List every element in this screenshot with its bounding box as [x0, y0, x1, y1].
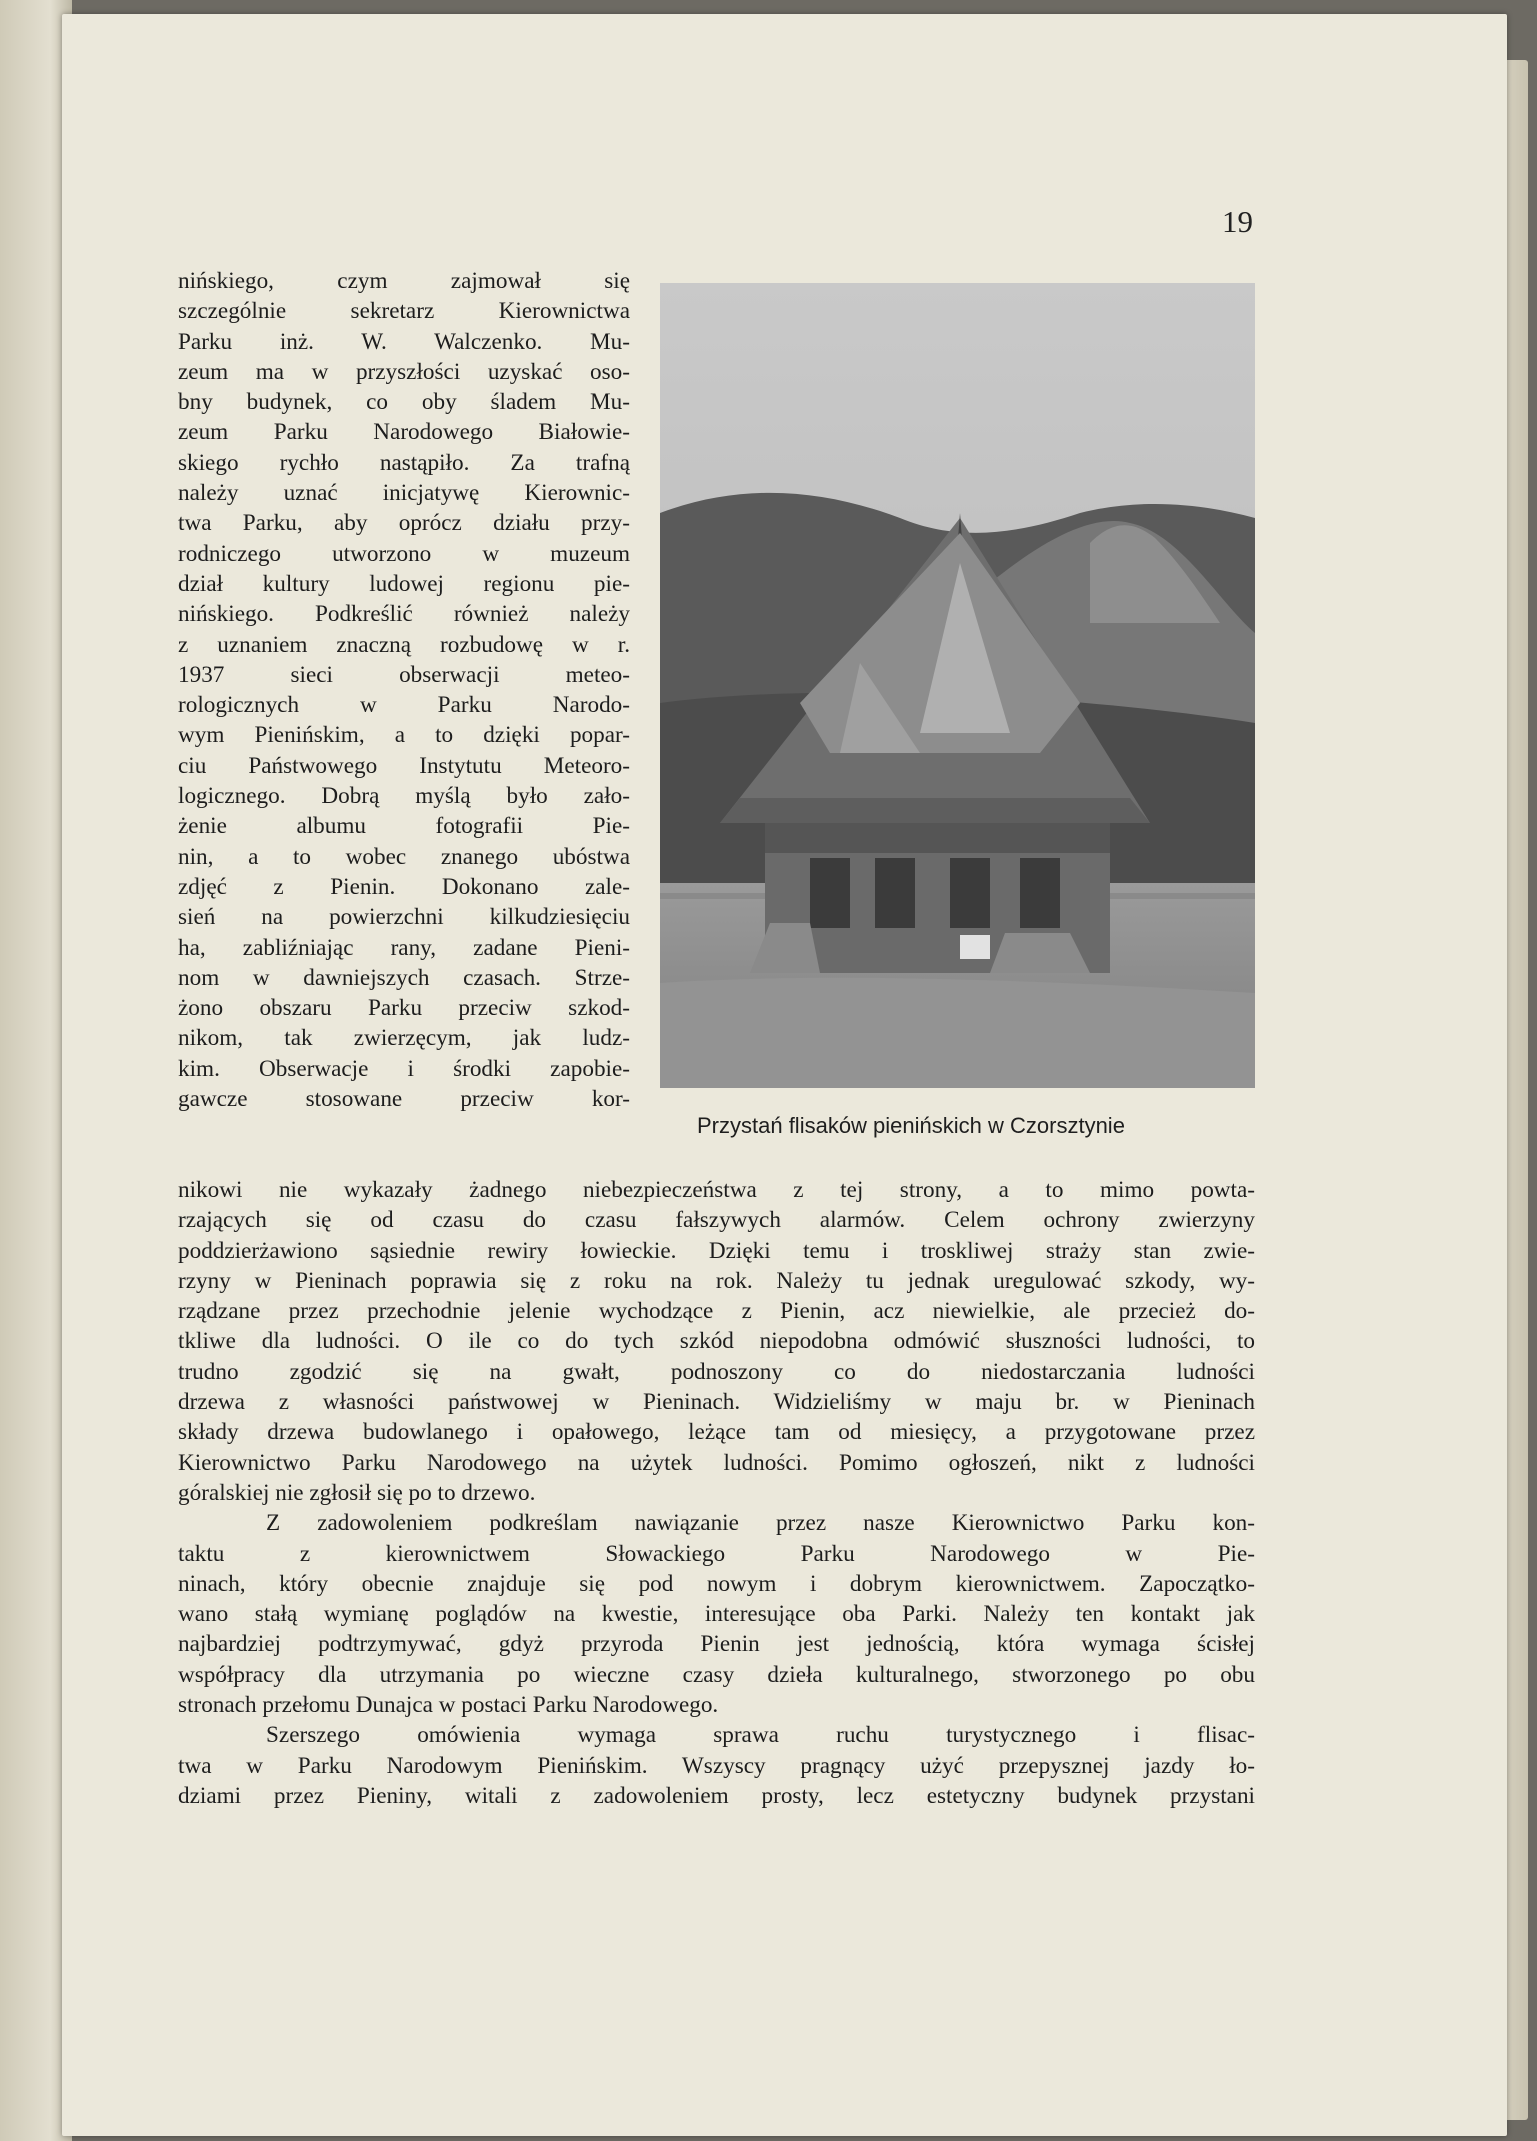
text-line: zeum Parku Narodowego Białowie- [178, 419, 630, 446]
text-line: Z zadowoleniem podkreślam nawiązanie przez nasze Kierownictwo Parku kon- [266, 1510, 1255, 1537]
text-line: trudno zgodzić się na gwałt, podnoszony co do niedostarczania ludności [178, 1358, 1255, 1385]
text-line: zeum ma w przyszłości uzyskać oso- [178, 358, 630, 385]
text-line: nom w dawniejszych czasach. Strze- [178, 964, 630, 991]
text-line: nikowi nie wykazały żadnego niebezpieczeństwa z tej strony, a to mimo powta- [178, 1177, 1255, 1203]
text-line: Szerszego omówienia wymaga sprawa ruchu turystycznego i flisac- [266, 1722, 1255, 1749]
text-line: gawcze stosowane przeciw kor- [178, 1086, 630, 1113]
text-line: wano stałą wymianę poglądów na kwestie, interesujące oba Parki. Należy ten kontakt jak [178, 1601, 1255, 1628]
text-line: stronach przełomu Dunajca w postaci Parku Narodowego. [178, 1692, 719, 1719]
text-line: ninach, który obecnie znajduje się pod nowym i dobrym kierownictwem. Zapoczątko- [178, 1570, 1255, 1597]
text-line: rologicznych w Parku Narodo- [178, 692, 630, 719]
text-line: rządzane przez przechodnie jelenie wychodzące z Pienin, acz niewielkie, ale przecież do- [178, 1298, 1255, 1325]
text-line: żono obszaru Parku przeciw szkod- [178, 995, 630, 1022]
text-line: z uznaniem znaczną rozbudowę w r. [178, 631, 630, 658]
text-line: współpracy dla utrzymania po wieczne czasy dzieła kulturalnego, stworzonego po obu [178, 1661, 1255, 1688]
text-line: dział kultury ludowej regionu pie- [178, 570, 630, 597]
text-line: twa w Parku Narodowym Pienińskim. Wszyscy pragnący użyć przepysznej jazdy ło- [178, 1752, 1255, 1779]
text-line: taktu z kierownictwem Słowackiego Parku Narodowego w Pie- [178, 1540, 1255, 1567]
text-line: dziami przez Pieniny, witali z zadowoleniem prosty, lecz estetyczny budynek przystani [178, 1782, 1255, 1809]
photo-wooden-pavilion [660, 283, 1255, 1088]
text-line: sień na powierzchni kilkudziesięciu [178, 904, 630, 931]
text-line: drzewa z własności państwowej w Pieninach. Widzieliśmy w maju br. w Pieninach [178, 1389, 1255, 1416]
text-line: rzyny w Pieninach poprawia się z roku na rok. Należy tu jednak uregulować szkody, wy- [178, 1267, 1255, 1294]
text-line: bny budynek, co oby śladem Mu- [178, 389, 630, 416]
text-line: nin, a to wobec znanego ubóstwa [178, 843, 630, 870]
text-line: nikom, tak zwierzęcym, jak ludz- [178, 1025, 630, 1052]
full-width-text-column [178, 1175, 1255, 1811]
text-line: twa Parku, aby oprócz działu przy- [178, 510, 630, 537]
text-line: wym Pienińskim, a to dzięki popar- [178, 722, 630, 749]
photo-caption: Przystań flisaków pienińskich w Czorsztynie [697, 1113, 1125, 1138]
text-line: 1937 sieci obserwacji meteo- [178, 661, 630, 688]
text-line: Parku inż. W. Walczenko. Mu- [178, 328, 630, 355]
text-line: rzających się od czasu do czasu fałszywych alarmów. Celem ochrony zwierzyny [178, 1207, 1255, 1234]
pavilion-photo-illustration [660, 283, 1255, 1088]
text-line: tkliwe dla ludności. O ile co do tych szkód niepodobna odmówić słuszności ludności, to [178, 1328, 1255, 1355]
text-line: Kierownictwo Parku Narodowego na użytek ludności. Pomimo ogłoszeń, nikt z ludności [178, 1449, 1255, 1476]
text-line: najbardziej podtrzymywać, gdyż przyroda Pienin jest jednością, która wymaga ścisłej [178, 1631, 1255, 1658]
page-number: 19 [1222, 204, 1253, 239]
text-line: logicznego. Dobrą myślą było zało- [178, 783, 630, 810]
text-line: skiego rychło nastąpiło. Za trafną [178, 449, 630, 476]
text-line: żenie albumu fotografii Pie- [178, 813, 630, 840]
text-line: nińskiego, czym zajmował się [178, 268, 630, 294]
text-line: poddzierżawiono sąsiednie rewiry łowieckie. Dzięki temu i troskliwej straży stan zwie- [178, 1237, 1255, 1264]
text-line: zdjęć z Pienin. Dokonano zale- [178, 873, 630, 900]
narrow-text-column [178, 266, 630, 1114]
text-line: składy drzewa budowlanego i opałowego, leżące tam od miesięcy, a przygotowane przez [178, 1419, 1255, 1446]
text-line: ha, zabliźniając rany, zadane Pieni- [178, 934, 630, 961]
text-line: rodniczego utworzono w muzeum [178, 540, 630, 567]
text-line: góralskiej nie zgłosił się po to drzewo. [178, 1479, 536, 1506]
text-line: szczególnie sekretarz Kierownictwa [178, 298, 630, 325]
text-line: ciu Państwowego Instytutu Meteoro- [178, 752, 630, 779]
text-line: należy uznać inicjatywę Kierownic- [178, 480, 630, 507]
text-line: nińskiego. Podkreślić również należy [178, 601, 630, 628]
text-line: kim. Obserwacje i środki zapobie- [178, 1055, 630, 1082]
